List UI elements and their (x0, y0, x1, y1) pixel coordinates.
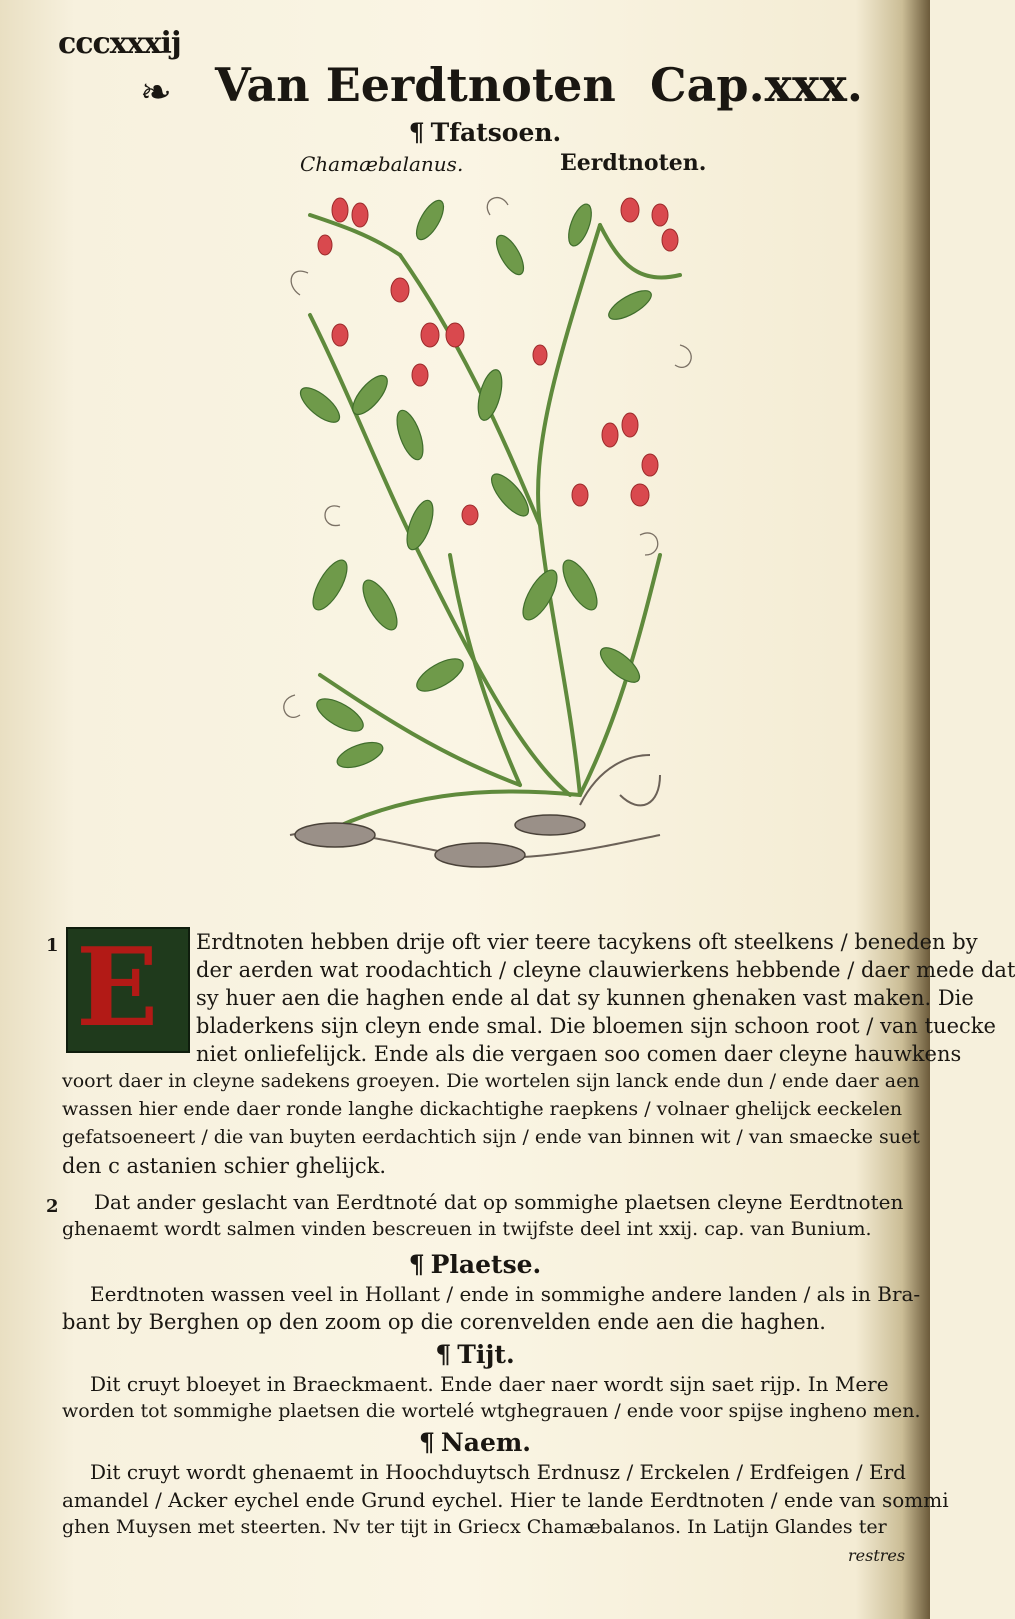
chapter-title: Van Eerdtnoten (215, 58, 616, 112)
decorated-initial (66, 927, 190, 1053)
dutch-caption: Eerdtnoten. (560, 150, 707, 176)
text-line: den c astanien schier ghelijck. (62, 1154, 387, 1178)
section-heading-naem (10, 1428, 940, 1457)
text-line: voort daer in cleyne sadekens groeyen. Die wortelen sijn lanck ende dun / ende daer aen (62, 1070, 920, 1092)
text-line: Dit cruyt wordt ghenaemt in Hoochduytsch Erdnusz / Erckelen / Erdfeigen / Erd (90, 1460, 906, 1484)
leaves (295, 196, 655, 772)
section-heading-tijt (10, 1340, 940, 1369)
pilcrow-icon: ¶ (408, 118, 425, 147)
section-heading-fatsoen (20, 118, 950, 147)
latin-caption: Chamæbalanus. (300, 152, 464, 176)
text-line: amandel / Acker eychel ende Grund eychel. Hier te lande Eerdtnoten / ende van sommi (62, 1488, 949, 1512)
heading-text: Tijt. (457, 1340, 515, 1369)
text-line: bant by Berghen op den zoom op die corenvelden ende aen die haghen. (62, 1310, 826, 1334)
heading-text: Plaetse. (430, 1250, 542, 1279)
text-line: ghenaemt wordt salmen vinden bescreuen in twijfste deel int xxij. cap. van Bunium. (62, 1218, 872, 1240)
text-line: der aerden wat roodachtich / cleyne clauwierkens hebbende / daer mede dat (196, 958, 1015, 982)
tuber-roots (290, 755, 660, 867)
paragraph-number: 2 (46, 1196, 59, 1217)
heading-text: Naem. (440, 1428, 532, 1457)
chapter-number: Cap.xxx. (650, 58, 863, 112)
folio-number: cccxxxij (58, 26, 181, 61)
text-line: Eerdtnoten wassen veel in Hollant / ende in sommighe andere landen / als in Bra- (90, 1282, 921, 1306)
fleuron-icon: ❧ (140, 70, 172, 114)
pilcrow-icon: ¶ (435, 1340, 452, 1369)
tendrils (284, 198, 691, 718)
plant-illustration (280, 195, 700, 895)
text-line: Dat ander geslacht van Eerdtnoté dat op sommighe plaetsen cleyne Eerdtnoten (94, 1190, 904, 1214)
text-line: bladerkens sijn cleyn ende smal. Die bloemen sijn schoon root / van tuecke (196, 1014, 996, 1038)
text-line: gefatsoeneert / die van buyten eerdachtich sijn / ende van binnen wit / van smaecke suet (62, 1126, 920, 1148)
text-line: wassen hier ende daer ronde langhe dickachtighe raepkens / volnaer ghelijck eeckelen (62, 1098, 903, 1120)
text-line: Dit cruyt bloeyet in Braeckmaent. Ende daer naer wordt sijn saet rijp. In Mere (90, 1372, 889, 1396)
heading-text: Tfatsoen. (430, 118, 562, 147)
paragraph-number: 1 (46, 935, 59, 956)
text-line: worden tot sommighe plaetsen die wortelé wtghegrauen / ende voor spijse ingheno men. (62, 1400, 921, 1422)
pilcrow-icon: ¶ (408, 1250, 425, 1279)
initial-letter: E (76, 925, 159, 1051)
text-line: sy huer aen die haghen ende al dat sy kunnen ghenaken vast maken. Die (196, 986, 974, 1010)
text-line-tail: restres (848, 1546, 906, 1565)
text-line: Erdtnoten hebben drije oft vier teere tacykens oft steelkens / beneden by (196, 930, 978, 954)
section-heading-plaetse (10, 1250, 940, 1279)
pilcrow-icon: ¶ (418, 1428, 435, 1457)
text-line: niet onliefelijck. Ende als die vergaen soo comen daer cleyne hauwkens (196, 1042, 962, 1066)
text-line: ghen Muysen met steerten. Nv ter tijt in Griecx Chamæbalanos. In Latijn Glandes ter (62, 1516, 887, 1538)
